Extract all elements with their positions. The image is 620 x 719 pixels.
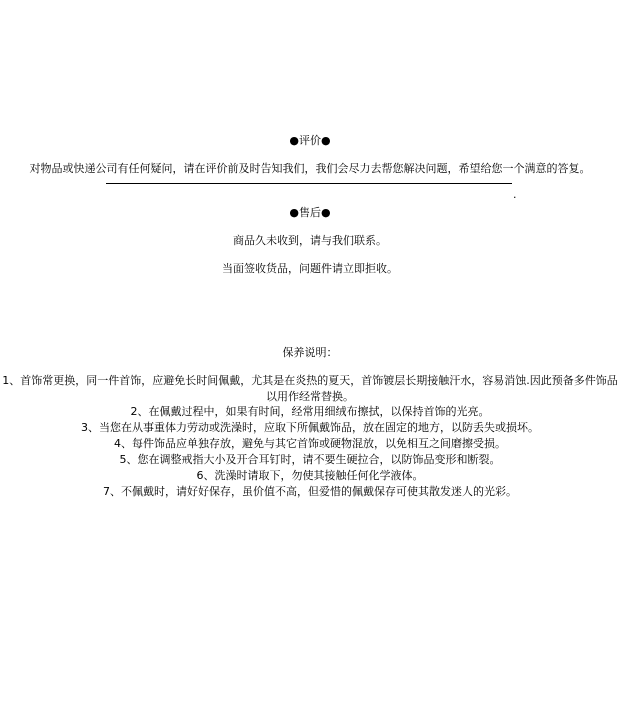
care-item: 7、不佩戴时，请好好保存，虽价值不高，但爱惜的佩戴保存可使其散发迷人的光彩。 <box>103 485 517 498</box>
after-sales-line-1: 商品久未收到，请与我们联系。 <box>233 234 387 247</box>
care-heading: 保养说明： <box>282 346 338 359</box>
review-text: 对物品或快递公司有任何疑问，请在评价前及时告知我们，我们会尽力去帮您解决问题，希望给您一个满意的答复。 <box>29 162 591 175</box>
care-item: 2、在佩戴过程中，如果有时间，经常用细绒布擦拭，以保持首饰的光亮。 <box>130 405 490 418</box>
care-item: 5、您在调整戒指大小及开合耳钉时，请不要生硬拉合，以防饰品变形和断裂。 <box>119 453 501 466</box>
review-heading: ●评价● <box>289 134 331 147</box>
divider-end-dot: . <box>513 188 517 201</box>
after-sales-line-2: 当面签收货品，问题件请立即拒收。 <box>222 262 398 275</box>
care-item: 3、当您在从事重体力劳动或洗澡时，应取下所佩戴饰品，放在固定的地方，以防丢失或损坏。 <box>81 421 539 434</box>
after-sales-heading: ●售后● <box>289 206 331 219</box>
care-item: 1、首饰常更换，同一件首饰，应避免长时间佩戴，尤其是在炎热的夏天，首饰镀层长期接触汗水，容易消蚀.因此预备多件饰品以用作经常替换。 <box>2 374 618 403</box>
care-item: 6、洗澡时请取下，勿使其接触任何化学液体。 <box>196 469 424 482</box>
divider-line <box>106 183 512 184</box>
care-item: 4、每件饰品应单独存放，避免与其它首饰或硬物混放，以免相互之间磨擦受损。 <box>114 437 506 450</box>
